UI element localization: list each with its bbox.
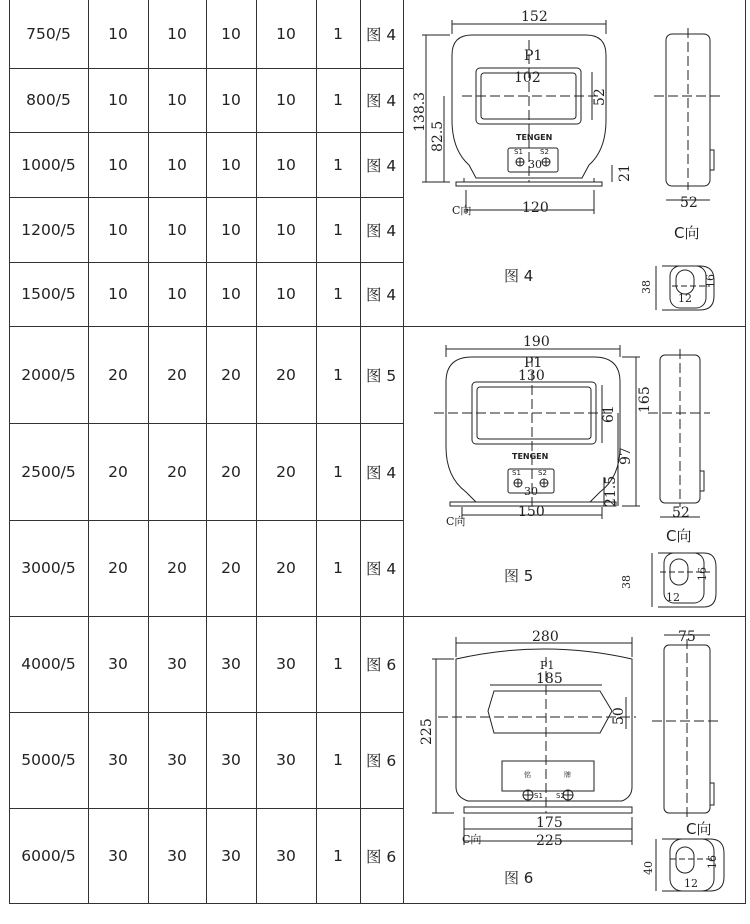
quantity-cell: 1 [333, 220, 343, 239]
value-cell-4: 30 [276, 846, 296, 865]
figure-caption: 图 5 [504, 567, 534, 585]
value-cell-3: 30 [221, 655, 241, 673]
figure-caption: 图 4 [504, 267, 534, 285]
ratio-cell: 3000/5 [21, 559, 76, 577]
value-cell-3: 30 [221, 846, 241, 865]
ratio-cell: 750/5 [26, 25, 71, 43]
dim-base-height: 21.5 [603, 475, 619, 507]
ratio-cell: 800/5 [26, 91, 71, 109]
value-cell-3: 20 [221, 365, 241, 384]
nameplate-left: 铭 [524, 771, 531, 779]
brand-mark: TENGEN [516, 133, 553, 142]
dim-base-thick: 40 [642, 861, 655, 875]
figure-ref-cell: 图 4 [366, 463, 397, 482]
value-cell-1: 10 [108, 91, 128, 109]
value-cell-4: 20 [276, 462, 296, 481]
dim-total-height: 138.3 [412, 91, 428, 132]
quantity-cell: 1 [333, 285, 343, 303]
dim-slot-width: 12 [666, 591, 680, 604]
figure-ref-cell: 图 4 [366, 92, 397, 110]
primary-mark: P1 [524, 48, 543, 64]
dim-slot-height: 16 [706, 855, 719, 869]
dim-total-height: 165 [637, 386, 653, 413]
s2-label: S2 [556, 792, 565, 800]
figure-5-drawing [404, 327, 745, 616]
dim-terminal-spacing: 30 [524, 485, 538, 498]
dim-base-height: 21 [617, 164, 633, 182]
figure-ref-cell: 图 4 [366, 286, 397, 304]
dim-base-thick: 38 [620, 575, 633, 589]
s2-label: S2 [538, 469, 547, 477]
value-cell-4: 20 [276, 559, 296, 577]
value-cell-4: 10 [276, 25, 296, 43]
dim-window-height: 50 [611, 707, 627, 725]
value-cell-1: 20 [108, 365, 128, 384]
value-cell-4: 10 [276, 220, 296, 239]
ratio-cell: 5000/5 [21, 751, 76, 769]
nameplate-right: 牌 [564, 771, 571, 779]
dim-window-height: 52 [592, 88, 608, 106]
dim-width: 152 [521, 9, 548, 25]
ratio-cell: 6000/5 [21, 846, 76, 865]
dim-base-inner: 175 [536, 815, 563, 831]
value-cell-3: 20 [221, 462, 241, 481]
value-cell-3: 20 [221, 559, 241, 577]
quantity-cell: 1 [333, 559, 343, 577]
ratio-cell: 1500/5 [21, 285, 76, 303]
value-cell-2: 30 [167, 846, 187, 865]
figure-ref-cell: 图 6 [366, 847, 397, 866]
quantity-cell: 1 [333, 846, 343, 865]
quantity-cell: 1 [333, 751, 343, 769]
value-cell-2: 10 [167, 91, 187, 109]
value-cell-2: 10 [167, 220, 187, 239]
dim-slot-width: 12 [678, 292, 692, 305]
figure-ref-cell: 图 6 [366, 656, 397, 674]
quantity-cell: 1 [333, 155, 343, 174]
ratio-cell: 2500/5 [21, 462, 76, 481]
value-cell-1: 10 [108, 220, 128, 239]
dim-width: 280 [532, 629, 559, 645]
quantity-cell: 1 [333, 655, 343, 673]
value-cell-2: 10 [167, 155, 187, 174]
value-cell-3: 10 [221, 285, 241, 303]
value-cell-1: 20 [108, 559, 128, 577]
figure-ref-cell: 图 4 [366, 221, 397, 240]
c-arrow-label: C向 [446, 515, 466, 528]
dim-base-width: 225 [536, 833, 563, 849]
value-cell-3: 10 [221, 220, 241, 239]
value-cell-4: 10 [276, 155, 296, 174]
dim-base-width: 150 [518, 504, 545, 520]
c-view-label: C向 [666, 527, 692, 545]
figure-ref-cell: 图 4 [366, 26, 397, 44]
s1-label: S1 [534, 792, 543, 800]
value-cell-4: 10 [276, 285, 296, 303]
dim-width: 190 [523, 334, 550, 350]
ct-window [488, 691, 612, 733]
dim-slot-width: 12 [684, 877, 698, 890]
c-view-label: C向 [674, 224, 700, 242]
figure-ref-cell: 图 5 [366, 366, 397, 385]
dim-window-width: 102 [514, 70, 541, 86]
primary-mark: P1 [540, 659, 555, 672]
dim-window-width: 185 [536, 671, 563, 687]
figure-ref-cell: 图 6 [366, 752, 397, 770]
value-cell-1: 10 [108, 155, 128, 174]
brand-mark: TENGEN [512, 452, 549, 461]
c-view-label: C向 [686, 820, 712, 838]
dim-base-width: 120 [522, 200, 549, 216]
quantity-cell: 1 [333, 365, 343, 384]
figure-6-drawing [404, 617, 745, 903]
dim-window-height: 61 [601, 405, 617, 423]
value-cell-3: 30 [221, 751, 241, 769]
ratio-cell: 4000/5 [21, 655, 76, 673]
dim-total-height: 225 [419, 718, 435, 745]
quantity-cell: 1 [333, 91, 343, 109]
dim-center-height: 97 [618, 447, 634, 465]
ratio-cell: 1000/5 [21, 155, 76, 174]
value-cell-1: 10 [108, 25, 128, 43]
value-cell-3: 10 [221, 155, 241, 174]
dim-base-thick: 38 [640, 280, 653, 294]
quantity-cell: 1 [333, 25, 343, 43]
dim-side-depth: 52 [672, 505, 690, 521]
figure-ref-cell: 图 4 [366, 156, 397, 175]
ratio-cell: 2000/5 [21, 365, 76, 384]
figure-4-drawing [404, 0, 745, 326]
c-arrow-label: C向 [452, 204, 472, 217]
dim-side-depth: 75 [678, 629, 696, 645]
value-cell-3: 10 [221, 91, 241, 109]
value-cell-4: 30 [276, 751, 296, 769]
value-cell-2: 20 [167, 462, 187, 481]
dim-slot-height: 16 [704, 274, 717, 288]
dim-side-depth: 52 [680, 195, 698, 211]
value-cell-1: 30 [108, 846, 128, 865]
value-cell-2: 30 [167, 751, 187, 769]
value-cell-1: 30 [108, 751, 128, 769]
dim-window-width: 130 [518, 368, 545, 384]
value-cell-1: 20 [108, 462, 128, 481]
value-cell-4: 10 [276, 91, 296, 109]
dim-slot-height: 16 [696, 567, 709, 581]
ratio-cell: 1200/5 [21, 220, 76, 239]
value-cell-1: 30 [108, 655, 128, 673]
value-cell-3: 10 [221, 25, 241, 43]
value-cell-2: 10 [167, 285, 187, 303]
value-cell-2: 10 [167, 25, 187, 43]
figure-caption: 图 6 [504, 869, 534, 887]
value-cell-4: 30 [276, 655, 296, 673]
s1-label: S1 [512, 469, 521, 477]
value-cell-2: 30 [167, 655, 187, 673]
s2-label: S2 [540, 148, 549, 156]
quantity-cell: 1 [333, 462, 343, 481]
value-cell-2: 20 [167, 559, 187, 577]
c-arrow-label: C向 [462, 833, 482, 846]
value-cell-1: 10 [108, 285, 128, 303]
dim-center-height: 82.5 [430, 120, 446, 152]
s1-label: S1 [514, 148, 523, 156]
value-cell-2: 20 [167, 365, 187, 384]
dim-terminal-spacing: 30 [528, 158, 542, 171]
figure-ref-cell: 图 4 [366, 560, 397, 578]
value-cell-4: 20 [276, 365, 296, 384]
primary-mark: P1 [524, 355, 543, 371]
